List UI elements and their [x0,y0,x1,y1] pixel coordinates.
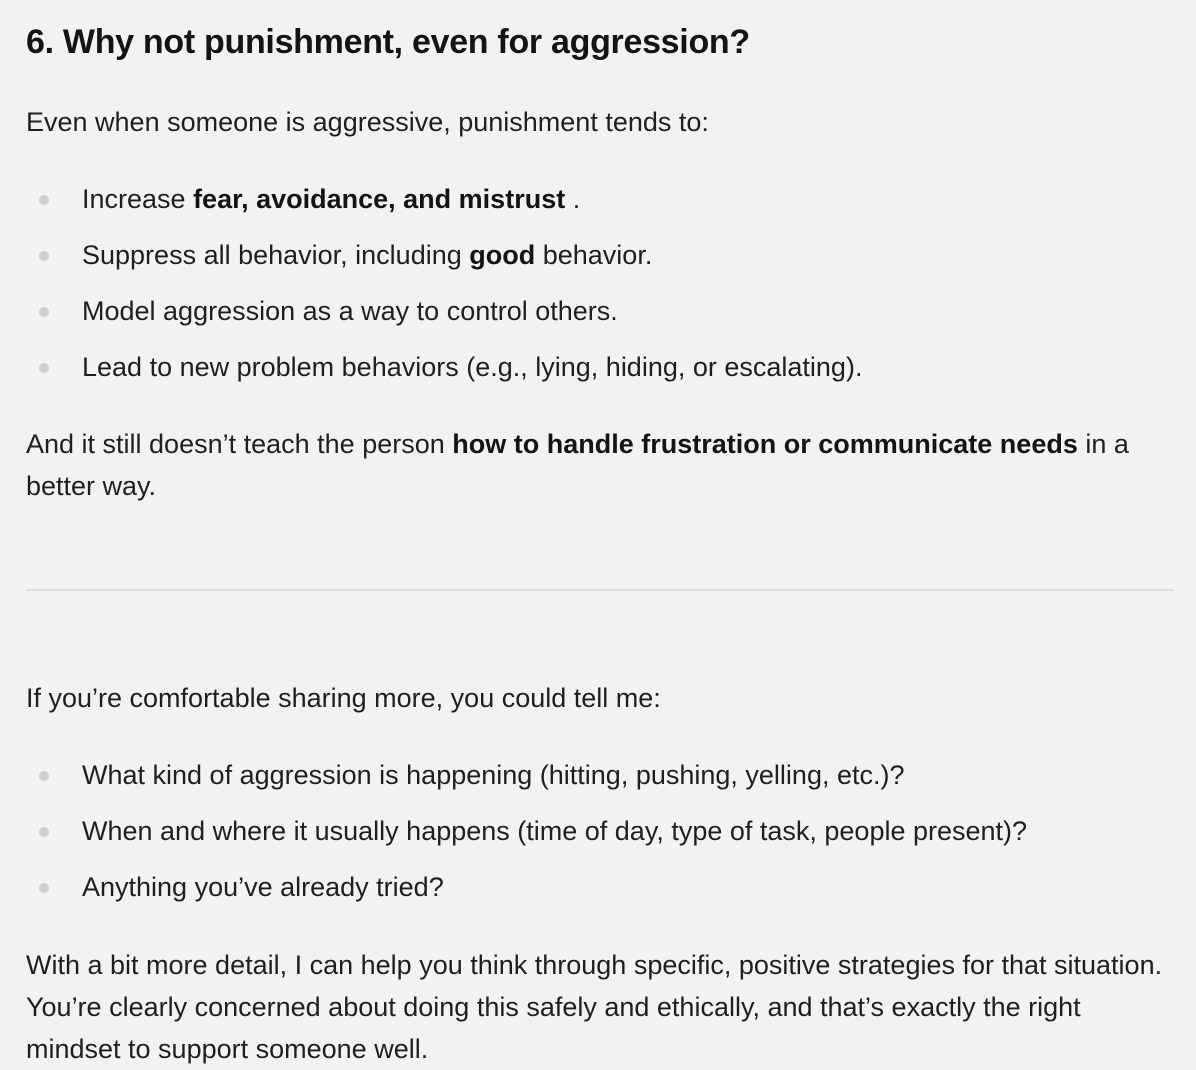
list-item-text-pre: Increase [82,184,194,214]
list-item-text-pre: Suppress all behavior, including [82,240,470,270]
bullet-icon [39,771,49,781]
intro-paragraph: Even when someone is aggressive, punishment tends to: [26,107,709,137]
list-item [26,227,1174,283]
list-item [26,803,1174,859]
list-item-text: Lead to new problem behaviors (e.g., lying, hiding, or escalating). [82,352,863,382]
list-item-bold-text: good [469,240,536,270]
followup-questions-list [26,747,1174,915]
section-heading: 6. Why not punishment, even for aggression? [26,23,750,61]
bullet-icon [39,195,49,205]
punishment-effects-list [26,171,1174,395]
conclusion-text-post: in a better way. [26,429,1129,501]
bullet-icon [39,883,49,893]
list-item-text-post: . [565,184,581,214]
bullet-icon [39,251,49,261]
list-item-text: Model aggression as a way to control others. [82,296,618,326]
list-item-text: Anything you’ve already tried? [82,872,444,902]
conclusion-bold-text: how to handle frustration or communicate needs [452,429,1078,459]
list-item [26,171,1174,227]
list-item-bold-text: fear, avoidance, and mistrust [193,184,566,214]
followup-intro-paragraph: If you’re comfortable sharing more, you could tell me: [26,683,661,713]
list-item-text: When and where it usually happens (time of day, type of task, people present)? [82,816,1028,846]
bullet-icon [39,363,49,373]
bullet-icon [39,307,49,317]
closing-paragraph: With a bit more detail, I can help you think through specific, positive strategies for that situation. You’re clearly concerned about doing this safely and ethically, and that’s exactly the right mindset to support someone well. [26,950,1163,1064]
section-divider [26,589,1174,591]
list-item [26,339,1174,395]
list-item-text: What kind of aggression is happening (hitting, pushing, yelling, etc.)? [82,760,905,790]
conclusion-paragraph [26,423,1174,507]
list-item [26,859,1174,915]
bullet-icon [39,827,49,837]
list-item-text-post: behavior. [535,240,653,270]
list-item [26,747,1174,803]
conclusion-text-pre: And it still doesn’t teach the person [26,429,453,459]
list-item [26,283,1174,339]
